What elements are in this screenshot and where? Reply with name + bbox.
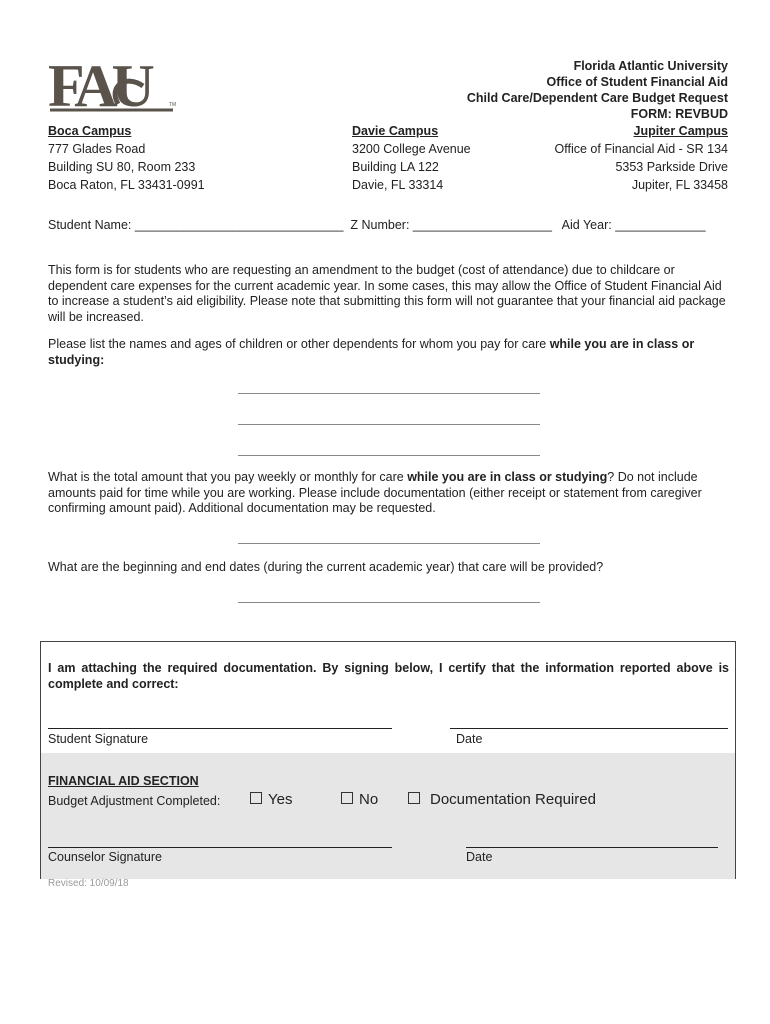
campus-title: Jupiter Campus: [633, 124, 728, 138]
counselor-signature-label: Counselor Signature: [48, 850, 162, 864]
option-documentation[interactable]: [408, 791, 596, 808]
option-yes[interactable]: [250, 791, 292, 808]
campus-davie: [352, 122, 471, 194]
address-line: Building LA 122: [352, 160, 439, 174]
counselor-date-label: Date: [466, 850, 493, 864]
address-line: Davie, FL 33314: [352, 178, 444, 192]
aid-year-field[interactable]: Aid Year: _____________: [561, 218, 706, 232]
form-title: Child Care/Dependent Care Budget Request: [466, 91, 728, 105]
certify-statement: I am attaching the required documentation. By signing below, I certify that the information reported above is complete and correct:: [48, 661, 729, 691]
option-documentation-label: Documentation Required: [430, 791, 596, 808]
dates-line[interactable]: [238, 602, 540, 603]
address-line: 5353 Parkside Drive: [615, 160, 728, 174]
student-date-label: Date: [456, 732, 483, 746]
address-line: Boca Raton, FL 33431-0991: [48, 178, 205, 192]
question-dates: What are the beginning and end dates (during the current academic year) that care will be provided?: [48, 560, 604, 574]
question-text: Please list the names and ages of children or other dependents for whom you pay for care: [48, 337, 550, 351]
intro-paragraph: This form is for students who are requesting an amendment to the budget (cost of attendance) due to childcare or dependent care expenses for the current academic year. In some cases, this may allow the Office of Student Financial Aid to increase a student’s aid eligibility. Please note that submitting this form will not guarantee that your financial aid package will be increased.: [48, 263, 726, 324]
question-text: ? Do not include amounts paid for time while you are working. Please include documentation (either receipt or statement from caregiver confirming amount paid). Additional documentation may be requested.: [48, 470, 702, 515]
checkbox-icon[interactable]: [408, 792, 420, 804]
campus-jupiter: [555, 122, 728, 194]
address-line: 777 Glades Road: [48, 142, 146, 156]
fau-logo-icon: [48, 56, 178, 118]
dependent-line-3[interactable]: [238, 455, 540, 456]
counselor-date-line[interactable]: [466, 847, 718, 848]
question-emphasis: while you are in class or studying:: [48, 337, 695, 367]
z-number-field[interactable]: Z Number: ____________________: [350, 218, 552, 232]
revision-date: Revised: 10/09/18: [48, 878, 129, 889]
budget-adjustment-label: Budget Adjustment Completed:: [48, 794, 221, 808]
dependent-line-1[interactable]: [238, 393, 540, 394]
question-amount: [48, 470, 733, 517]
student-name-field[interactable]: Student Name: ______________________________: [48, 218, 344, 232]
question-text: What is the total amount that you pay weekly or monthly for care: [48, 470, 408, 484]
form-header: [467, 58, 728, 122]
address-line: Jupiter, FL 33458: [631, 178, 728, 192]
counselor-signature-line[interactable]: [48, 847, 392, 848]
address-line: Building SU 80, Room 233: [48, 160, 196, 174]
campus-title: Boca Campus: [48, 124, 132, 138]
svg-text:FAU: FAU: [48, 56, 149, 118]
student-date-line[interactable]: [450, 728, 728, 729]
address-line: 3200 College Avenue: [352, 142, 471, 156]
student-info-row: [48, 218, 706, 232]
campus-boca: [48, 122, 205, 194]
checkbox-icon[interactable]: [341, 792, 353, 804]
financial-aid-title: FINANCIAL AID SECTION: [48, 774, 199, 788]
university-name: Florida Atlantic University: [573, 59, 728, 73]
form-code: FORM: REVBUD: [630, 107, 728, 121]
address-line: Office of Financial Aid - SR 134: [554, 142, 728, 156]
dependent-line-2[interactable]: [238, 424, 540, 425]
checkbox-icon[interactable]: [250, 792, 262, 804]
option-no[interactable]: [341, 791, 378, 808]
question-emphasis: while you are in class or studying: [407, 470, 608, 484]
option-yes-label: Yes: [268, 791, 293, 808]
student-signature-line[interactable]: [48, 728, 392, 729]
office-name: Office of Student Financial Aid: [546, 75, 728, 89]
student-signature-label: Student Signature: [48, 732, 149, 746]
svg-text:TM: TM: [169, 102, 177, 108]
question-dependents: [48, 337, 733, 368]
campus-title: Davie Campus: [352, 124, 439, 138]
amount-line[interactable]: [238, 543, 540, 544]
option-no-label: No: [359, 791, 379, 808]
